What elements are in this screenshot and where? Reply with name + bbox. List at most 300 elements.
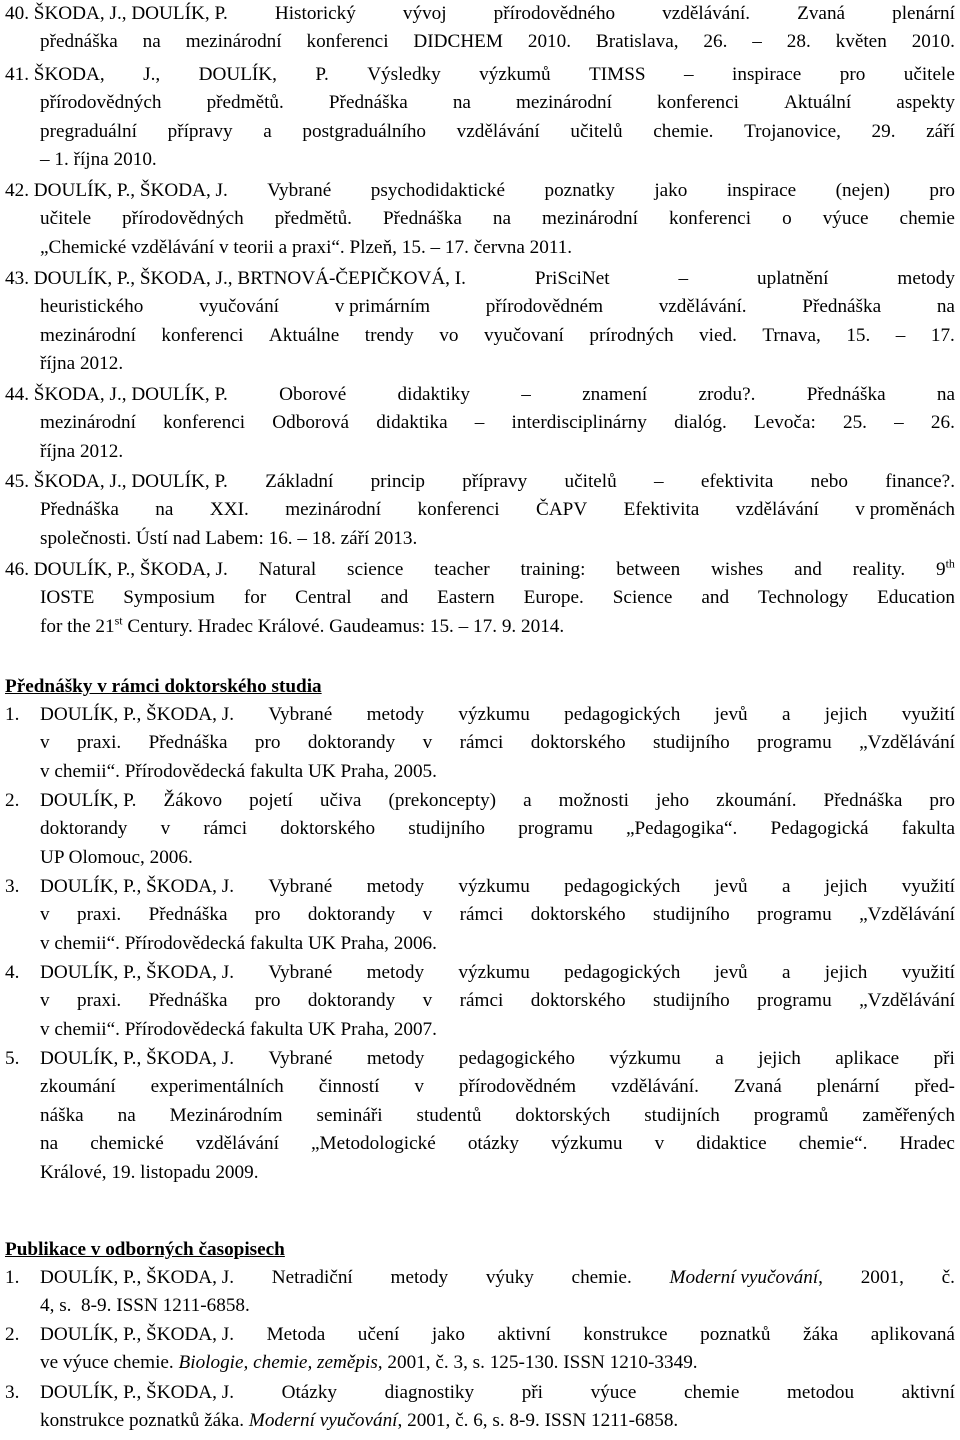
entry-line (5, 468, 955, 496)
word: na (492, 208, 512, 230)
word: v (160, 818, 171, 840)
word: rámci (203, 818, 248, 840)
entry-line (5, 901, 955, 929)
word: chemie. (571, 1267, 632, 1288)
word: učitele (40, 208, 92, 230)
word: jako (431, 1324, 465, 1345)
word: pro (929, 180, 955, 201)
word: konferenci (306, 31, 389, 53)
word: 26. (703, 31, 728, 53)
journal-entry-1 (5, 1264, 955, 1321)
entry-authors: DOULÍK, P., ŠKODA, J. (40, 704, 235, 725)
entry-line (5, 1045, 955, 1073)
entry-number: 2. (5, 1324, 20, 1345)
word: Přednáška (823, 790, 903, 811)
entry-number: 3. (5, 876, 20, 897)
word: Eastern (437, 587, 495, 609)
word: trendy (364, 324, 414, 346)
word: TIMSS (589, 64, 646, 85)
word: o (782, 208, 792, 230)
word: studijního (652, 904, 730, 926)
entry-authors: DOULÍK, P., ŠKODA, J., BRTNOVÁ-ČEPIČKOVÁ, I. (33, 268, 466, 289)
entry-line (5, 322, 955, 350)
entry-number: 43. (5, 268, 29, 289)
word: předmětů. (206, 92, 284, 114)
word: ČAPV (536, 499, 588, 521)
word: reality. (852, 559, 906, 580)
word: Vybrané (268, 1048, 333, 1069)
word: mezinárodní (185, 31, 282, 53)
word: ŠKODA, (33, 64, 105, 85)
word: doktorandy (307, 904, 396, 926)
entry-line (5, 381, 955, 409)
word: inspirace (732, 64, 802, 85)
word: přípravy (462, 471, 528, 492)
word: Vybrané (267, 180, 332, 201)
word: učitelů (564, 471, 617, 492)
word: konferenci (161, 324, 244, 346)
word: diagnostiky (384, 1382, 475, 1403)
word: teacher (434, 559, 490, 580)
word: a (781, 876, 791, 897)
word: 2010. (527, 31, 572, 53)
word: výzkumu (458, 876, 530, 897)
word: Europe. (523, 587, 584, 609)
word: doktorandy (307, 732, 396, 754)
word: přírodovědném (485, 296, 603, 318)
entry-authors: DOULÍK, P., ŠKODA, J. (40, 1382, 235, 1403)
entry-authors: ŠKODA, J., DOULÍK, P. (33, 384, 228, 405)
word: Přednáška (148, 732, 228, 754)
word: vzdělávání. (662, 3, 751, 24)
word: vyučování (199, 296, 279, 318)
entry-number: 5. (5, 1048, 20, 1069)
entry-authors: DOULÍK, P., ŠKODA, J. (33, 559, 228, 580)
word: Hradec (899, 1133, 955, 1155)
word: chemické (90, 1133, 164, 1155)
entry-number: 45. (5, 471, 29, 492)
word: plenární (892, 3, 955, 24)
word: metody (390, 1267, 449, 1288)
word: programu (757, 732, 832, 754)
word: psychodidaktické (370, 180, 505, 201)
entry-number: 4. (5, 962, 20, 983)
word: výzkumu (458, 704, 530, 725)
line-text: Century. Hradec Králové. Gaudeamus: 15. – 17. 9. 2014. (122, 615, 565, 637)
word: inspirace (726, 180, 797, 201)
entry-line (5, 787, 955, 815)
word: v (422, 990, 433, 1012)
word: Netradiční (271, 1267, 353, 1288)
word: for (243, 587, 267, 609)
word: Vybrané (268, 704, 333, 725)
entry-line (5, 0, 955, 28)
word: and (701, 587, 730, 609)
word: jejich (824, 876, 868, 897)
line-text: „Chemické vzdělávání v teorii a praxi“. Plzeň, 15. – 17. června 2011. (40, 236, 573, 258)
word: Přednáška (148, 904, 228, 926)
word: metody (366, 704, 425, 725)
word: Odborová (272, 412, 350, 434)
entry-authors: ŠKODA, J., DOULÍK, P. (33, 3, 228, 24)
entry-line (5, 61, 955, 89)
word: přírodovědných (122, 208, 244, 230)
journal-entry-2 (5, 1321, 955, 1378)
word: „Vzdělávání (859, 732, 955, 754)
word: programu (757, 904, 832, 926)
word: pro (254, 904, 281, 926)
word: interdisciplinárny (511, 412, 647, 434)
word: 17. (930, 324, 955, 346)
word: Trojanovice, (744, 120, 841, 142)
line-text: 4, s. 8-9. ISSN 1211-6858. (40, 1295, 250, 1317)
word: Přednáška (802, 296, 882, 318)
entry-authors: DOULÍK, P., ŠKODA, J. (40, 962, 235, 983)
entry-number: 2. (5, 790, 20, 811)
word: využití (901, 876, 955, 897)
entry-line (5, 930, 955, 958)
word: uplatnění (757, 268, 829, 289)
word: poznatků (700, 1324, 771, 1345)
entry-number: 42. (5, 180, 29, 201)
word: doktorského (530, 904, 626, 926)
word: Historický (274, 3, 356, 24)
word: pro (929, 790, 955, 811)
word: – (895, 324, 906, 346)
word: na (452, 92, 471, 114)
entry-line (5, 701, 955, 729)
entry-authors: DOULÍK, P., ŠKODA, J. (40, 1267, 235, 1288)
word: Aktuální (784, 92, 852, 114)
talk-entry-44 (5, 381, 955, 466)
word: využití (901, 962, 955, 983)
line-text: for the 21 (40, 615, 115, 637)
entry-line (5, 28, 955, 56)
word: jevů (714, 962, 748, 983)
word: jejich (824, 704, 868, 725)
word: fakulta (901, 818, 955, 840)
word: studentů (416, 1104, 482, 1126)
word: (prekoncepty) (388, 790, 497, 811)
word: Vybrané (268, 876, 333, 897)
talk-entry-45 (5, 468, 955, 553)
word: mezinárodní (285, 499, 382, 521)
word: výuky (485, 1267, 534, 1288)
line-text: 2001, č. 3, s. 125-130. ISSN 1210-3349. (382, 1352, 698, 1374)
word: pedagogických (564, 704, 681, 725)
word: Levoča: (754, 412, 816, 434)
entry-line (5, 1102, 955, 1130)
word: programů (753, 1104, 829, 1126)
word: v (654, 1133, 665, 1155)
word: rámci (459, 732, 504, 754)
word: – (683, 64, 694, 85)
line-text: v chemii“. Přírodovědecká fakulta UK Praha, 2007. (40, 1018, 437, 1040)
talk-entry-43 (5, 265, 955, 379)
word: „Vzdělávání (859, 904, 955, 926)
word: výuce (590, 1382, 637, 1403)
word: mezinárodní (40, 324, 136, 346)
word: výzkumu (458, 962, 530, 983)
doctoral-entry-4 (5, 959, 955, 1044)
word: a (715, 1048, 724, 1069)
word: – (654, 471, 664, 492)
word: na (142, 31, 161, 53)
word: studijního (408, 818, 486, 840)
entry-line (5, 1264, 955, 1292)
entry-authors: DOULÍK, P. (40, 790, 137, 811)
word: and (380, 587, 409, 609)
word: pedagogických (564, 876, 681, 897)
word: poznatky (544, 180, 615, 201)
word: žáka (803, 1324, 839, 1345)
word: Otázky (281, 1382, 338, 1403)
word: Přednáška (383, 208, 462, 230)
entry-line (5, 1073, 955, 1101)
word: aktivní (497, 1324, 551, 1345)
word: vzdělávání (735, 499, 819, 521)
word: Science (612, 587, 673, 609)
word: pro (839, 64, 866, 85)
word: na (117, 1104, 136, 1126)
entry-number: 44. (5, 384, 29, 405)
entry-line (5, 496, 955, 524)
word: květen (835, 31, 887, 53)
word: na (155, 499, 174, 521)
word: training: (520, 559, 586, 580)
word: P. (315, 64, 329, 85)
word: Přednáška (148, 990, 228, 1012)
word: jako (654, 180, 688, 201)
line-text: UP Olomouc, 2006. (40, 846, 193, 868)
word: náška (40, 1104, 84, 1126)
word: jejich (758, 1048, 801, 1069)
word: č. (941, 1267, 955, 1288)
word: Efektivita (623, 499, 700, 521)
entry-line (5, 177, 955, 205)
superscript: st (114, 613, 123, 628)
word: chemie (683, 1382, 740, 1403)
entry-authors: DOULÍK, P., ŠKODA, J. (40, 1048, 235, 1069)
word: nebo (810, 471, 848, 492)
entry-line (5, 265, 955, 293)
line-text: – 1. října 2010. (40, 149, 157, 171)
word: v (422, 732, 433, 754)
word: Natural (258, 559, 317, 580)
entry-number: 40. (5, 3, 29, 24)
journal-title: Moderní vyučování (248, 1410, 398, 1432)
talk-entry-41 (5, 61, 955, 175)
word: finance?. (885, 471, 955, 492)
word: před- (914, 1076, 955, 1098)
entry-line (5, 1159, 955, 1187)
word: Zvaná (797, 3, 846, 24)
word: zaměřených (862, 1104, 955, 1126)
word: Central (295, 587, 352, 609)
word: doktorského (530, 990, 626, 1012)
word: zkoumání. (716, 790, 797, 811)
entry-line (5, 118, 955, 146)
word: programu (518, 818, 593, 840)
word: prírodných (589, 324, 674, 346)
word: 28. (786, 31, 811, 53)
word: (nejen) (835, 180, 890, 201)
doctoral-entry-2 (5, 787, 955, 872)
word: Přednáška (328, 92, 408, 114)
entry-line (5, 873, 955, 901)
entry-line (5, 729, 955, 757)
word: , (818, 1267, 823, 1288)
talk-entry-46 (5, 556, 955, 641)
word: a (781, 962, 791, 983)
word: září (926, 120, 955, 142)
line-text: v chemii“. Přírodovědecká fakulta UK Praha, 2006. (40, 932, 437, 954)
word: Mezinárodním (169, 1104, 283, 1126)
word: výzkumů (479, 64, 551, 85)
word: na (936, 384, 955, 405)
word: semináři (316, 1104, 383, 1126)
word: metody (366, 962, 425, 983)
word: přednáška (40, 31, 118, 53)
word: v proměnách (855, 499, 955, 521)
word: pedagogického (458, 1048, 575, 1069)
word: zrodu?. (698, 384, 756, 405)
word: praxi. (76, 732, 122, 754)
word: Pedagogická (770, 818, 869, 840)
word: jevů (714, 704, 748, 725)
word: Základní (265, 471, 334, 492)
entry-line (5, 293, 955, 321)
word: experimentálních (150, 1076, 284, 1098)
word: v (40, 904, 50, 926)
word: metody (897, 268, 955, 289)
line-text: ve výuce chemie. (40, 1352, 179, 1374)
entry-line (5, 1349, 955, 1377)
word: učitele (903, 64, 955, 85)
word: otázky (467, 1133, 519, 1155)
section-heading-journals: Publikace v odborných časopisech (5, 1239, 285, 1260)
word: metodou (786, 1382, 855, 1403)
word: konferenci (163, 412, 246, 434)
word: „Vzdělávání (859, 990, 955, 1012)
word: 9 (936, 559, 946, 580)
word: XXI. (209, 499, 249, 521)
word: vzdělávání (456, 120, 540, 142)
doctoral-entry-1 (5, 701, 955, 786)
entry-line (5, 409, 955, 437)
word: chemie. (653, 120, 714, 142)
entry-line (5, 815, 955, 843)
word: znamení (582, 384, 648, 405)
talk-entry-40 (5, 0, 955, 57)
word: and (794, 559, 822, 580)
word: zkoumání (40, 1076, 116, 1098)
word: doktorského (280, 818, 376, 840)
word: doktorandy (307, 990, 396, 1012)
line-text: konstrukce poznatků žáka. (40, 1410, 249, 1432)
word: – (521, 384, 531, 405)
word: postgraduálního (302, 120, 427, 142)
word: 2001, (860, 1267, 904, 1288)
entry-authors: DOULÍK, P., ŠKODA, J. (33, 180, 228, 201)
word: možnosti (558, 790, 629, 811)
word: učiva (319, 790, 362, 811)
doctoral-entry-5 (5, 1045, 955, 1187)
word: Zvaná (733, 1076, 782, 1098)
word: 2010. (911, 31, 955, 53)
word: na (40, 1133, 59, 1155)
word: metody (366, 876, 425, 897)
word: J., (143, 64, 161, 85)
entry-line (5, 1292, 955, 1320)
word: dialóg. (674, 412, 727, 434)
entry-line (5, 89, 955, 117)
entry-number: 41. (5, 64, 29, 85)
word: Bratislava, (595, 31, 679, 53)
entry-line (5, 987, 955, 1015)
word: 29. (871, 120, 896, 142)
word: vo (439, 324, 459, 346)
word: didaktika (376, 412, 448, 434)
word: vzdělávání. (611, 1076, 699, 1098)
doctoral-entry-3 (5, 873, 955, 958)
word: Aktuálne (268, 324, 340, 346)
line-text: října 2012. (40, 353, 124, 375)
entry-line (5, 1321, 955, 1349)
word: pojetí (249, 790, 293, 811)
word: přírodovědných (40, 92, 162, 114)
word: doktorských (515, 1104, 611, 1126)
word: činností (318, 1076, 380, 1098)
word: between (616, 559, 681, 580)
word: Education (877, 587, 955, 609)
word: vzdělávání. (658, 296, 747, 318)
word: mezinárodní (516, 92, 612, 114)
word: praxi. (76, 990, 122, 1012)
word: výzkumu (609, 1048, 681, 1069)
word: a (523, 790, 532, 811)
entry-line (5, 844, 955, 872)
entry-authors: DOULÍK, P., ŠKODA, J. (40, 876, 235, 897)
word: konferenci (656, 92, 740, 114)
entry-authors: DOULÍK, P., ŠKODA, J. (40, 1324, 235, 1345)
word: wishes (711, 559, 764, 580)
word: přírodovědném (458, 1076, 577, 1098)
word: – (752, 31, 762, 53)
word: výuce (822, 208, 869, 230)
word: rámci (459, 990, 504, 1012)
word: aplikovaná (870, 1324, 955, 1345)
entry-number: 3. (5, 1382, 20, 1403)
entry-number: 1. (5, 1267, 20, 1288)
journal-title: Moderní vyučování (669, 1267, 819, 1288)
word: vied. (699, 324, 737, 346)
word: výzkumu (551, 1133, 623, 1155)
word: 25. (842, 412, 867, 434)
entry-line (5, 584, 955, 612)
word: Přednáška (40, 499, 119, 521)
word: pregraduální (40, 120, 137, 142)
word: Žákovo (163, 790, 223, 811)
entry-line (5, 525, 955, 553)
word: – (474, 412, 485, 434)
word: aktivní (901, 1382, 955, 1403)
word: pro (254, 732, 281, 754)
word: chemie (899, 208, 955, 230)
word: didaktice (696, 1133, 767, 1155)
word: metody (366, 1048, 425, 1069)
word: DOULÍK, (198, 64, 277, 85)
